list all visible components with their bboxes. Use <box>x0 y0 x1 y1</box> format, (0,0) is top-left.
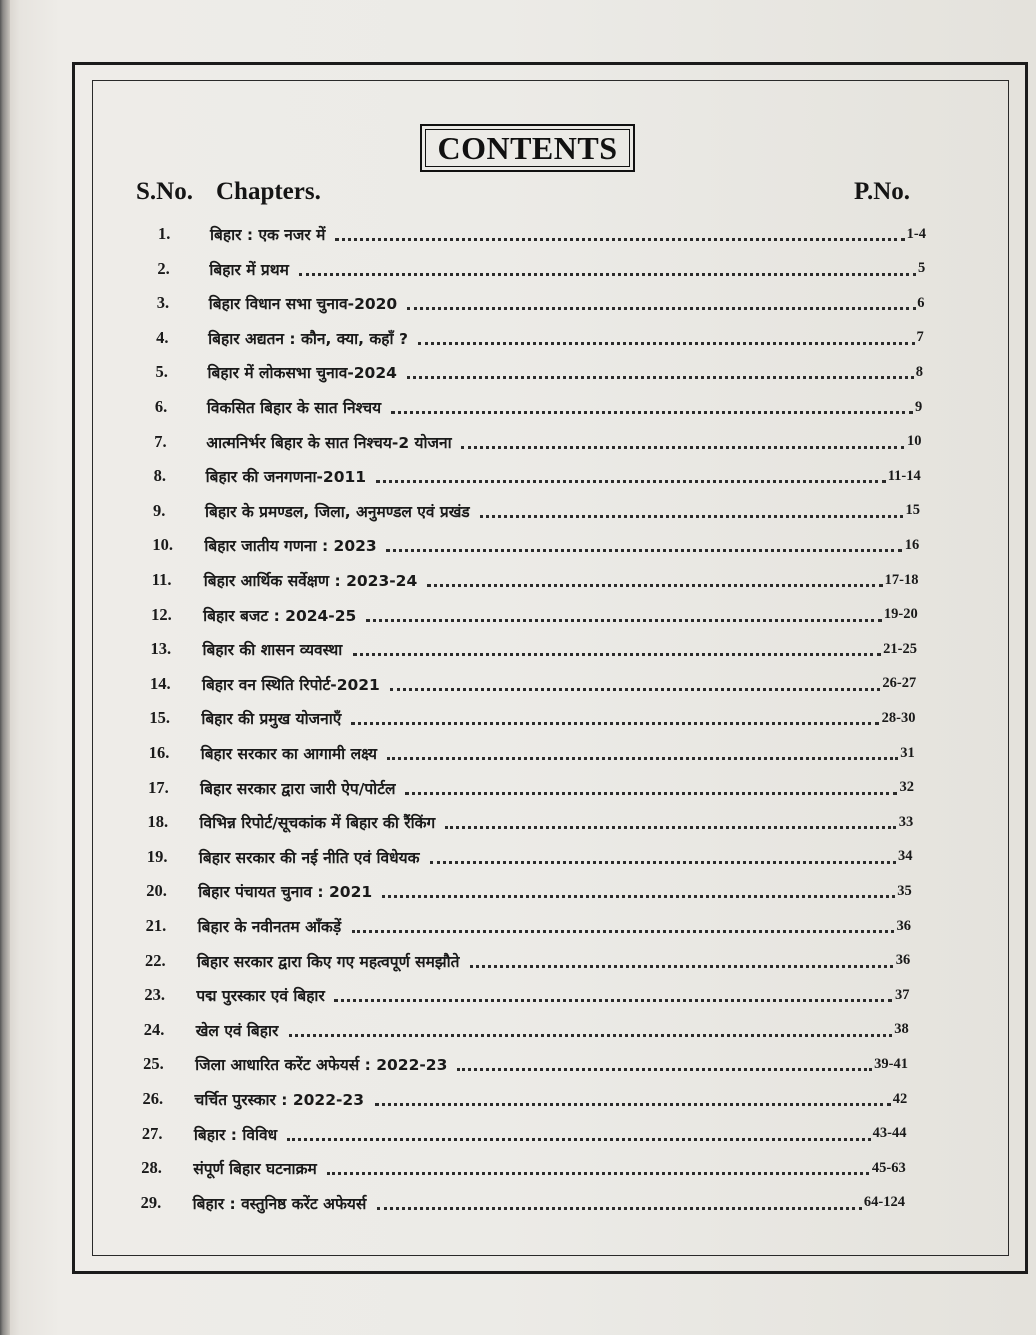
toc-entry <box>153 496 920 526</box>
toc-entry-title: चर्चित पुरस्कार : 2022-23 <box>194 1091 364 1109</box>
toc-entry-title: खेल एवं बिहार <box>195 1021 279 1040</box>
toc-entry-title: बिहार : वस्तुनिष्ठ करेंट अफेयर्स <box>192 1194 367 1213</box>
toc-entry <box>157 254 925 284</box>
toc-entry <box>155 392 922 422</box>
toc-entry-number: 22. <box>144 950 166 970</box>
toc-entry-number: 26. <box>142 1089 164 1108</box>
toc-entry-title: बिहार सरकार द्वारा किए गए महत्वपूर्ण समझौते <box>196 952 460 971</box>
toc-entry-number: 19. <box>146 846 168 866</box>
toc-entry-page: 36 <box>896 917 911 934</box>
sno-column-header: S.No. <box>136 178 193 205</box>
toc-entry <box>151 634 917 664</box>
toc-entry-title: विकसित बिहार के सात निश्चय <box>206 399 382 417</box>
toc-entry <box>152 530 919 560</box>
toc-leader-dots <box>480 515 903 518</box>
toc-entry <box>154 427 921 457</box>
toc-entry <box>141 1188 905 1218</box>
toc-entry-title: जिला आधारित करेंट अफेयर्स : 2022-23 <box>195 1056 448 1075</box>
toc-entry-number: 9. <box>153 500 166 520</box>
contents-heading: CONTENTS <box>425 129 630 167</box>
toc-entry-number: 17. <box>148 777 169 797</box>
toc-entry-number: 4. <box>156 327 169 347</box>
toc-entry-number: 21. <box>145 916 167 935</box>
toc-entry-page: 6 <box>917 294 925 311</box>
toc-entry-title: बिहार : विविध <box>193 1125 278 1144</box>
toc-leader-dots <box>352 930 894 933</box>
toc-entry-page: 64-124 <box>863 1194 905 1211</box>
toc-entry-number: 20. <box>146 881 167 901</box>
toc-leader-dots <box>327 1172 869 1175</box>
toc-entry-page: 39-41 <box>874 1055 908 1072</box>
toc-entry-page: 38 <box>894 1021 909 1038</box>
toc-entry-page: 15 <box>905 502 920 519</box>
toc-entry-page: 9 <box>914 398 923 415</box>
toc-entry <box>147 842 913 872</box>
toc-entry <box>156 323 924 353</box>
toc-entry-number: 23. <box>144 985 165 1005</box>
toc-leader-dots <box>353 653 881 656</box>
toc-entry-number: 24. <box>143 1019 165 1039</box>
toc-entry <box>149 703 915 733</box>
toc-entry <box>144 1015 909 1045</box>
toc-entry-page: 1-4 <box>906 225 926 242</box>
toc-entry <box>143 1049 908 1079</box>
toc-leader-dots <box>418 342 915 345</box>
toc-entry-title: बिहार पंचायत चुनाव : 2021 <box>198 883 373 902</box>
toc-entry-number: 11. <box>151 570 172 589</box>
pno-column-header: P.No. <box>854 178 911 205</box>
toc-entry-number: 29. <box>140 1192 162 1212</box>
toc-leader-dots <box>351 722 879 725</box>
toc-entry-page: 17-18 <box>884 571 919 588</box>
toc-entry-page: 32 <box>899 779 914 796</box>
toc-leader-dots <box>335 238 905 241</box>
toc-leader-dots <box>407 307 916 310</box>
toc-entry-page: 5 <box>917 260 926 277</box>
toc-entry-page: 28-30 <box>881 709 916 726</box>
toc-entry-title: बिहार : एक नजर में <box>210 226 326 244</box>
toc-leader-dots <box>366 619 882 622</box>
toc-leader-dots <box>391 411 913 414</box>
toc-leader-dots <box>375 1103 891 1106</box>
toc-entry-page: 31 <box>900 744 915 761</box>
toc-entry-page: 33 <box>898 813 914 830</box>
toc-entry-title: बिहार बजट : 2024-25 <box>203 606 357 625</box>
toc-entry-number: 10. <box>152 535 174 555</box>
toc-entry-title: बिहार के प्रमण्डल, जिला, अनुमण्डल एवं प्रखंड <box>205 502 470 521</box>
toc-entry-title: बिहार वन स्थिति रिपोर्ट-2021 <box>201 675 380 694</box>
toc-entry-page: 26-27 <box>882 675 917 692</box>
toc-leader-dots <box>427 584 883 587</box>
toc-entry-number: 8. <box>153 466 167 486</box>
toc-entry-page: 34 <box>897 848 913 865</box>
toc-entry-number: 18. <box>147 812 169 832</box>
toc-entry-title: बिहार विधान सभा चुनाव-2020 <box>208 295 398 314</box>
toc-entry-title: बिहार की जनगणना-2011 <box>205 468 367 487</box>
toc-entry-number: 27. <box>141 1123 163 1143</box>
toc-entry-page: 16 <box>904 536 920 553</box>
toc-leader-dots <box>287 1138 871 1141</box>
toc-entry-number: 2. <box>157 258 170 278</box>
toc-entry <box>156 357 923 387</box>
toc-entry-page: 10 <box>906 433 922 450</box>
toc-entry-number: 7. <box>154 431 167 451</box>
toc-leader-dots <box>470 965 893 968</box>
toc-leader-dots <box>407 376 914 379</box>
toc-entry-number: 12. <box>151 604 172 624</box>
toc-entry-title: बिहार की शासन व्यवस्था <box>202 641 343 660</box>
toc-entry-page: 42 <box>892 1090 908 1107</box>
toc-entry-title: बिहार जातीय गणना : 2023 <box>204 537 377 556</box>
toc-entry <box>143 1084 908 1114</box>
toc-entry-title: आत्मनिर्भर बिहार के सात निश्चय-2 योजना <box>206 433 452 452</box>
toc-entry-page: 11-14 <box>887 467 921 484</box>
page-left-edge <box>0 0 10 1335</box>
toc-entry <box>146 911 911 941</box>
toc-leader-dots <box>386 549 902 552</box>
toc-entry-page: 43-44 <box>872 1125 907 1142</box>
toc-entry <box>157 288 925 318</box>
toc-entry-number: 1. <box>158 224 171 243</box>
toc-entry <box>144 980 909 1010</box>
toc-entry-title: बिहार के नवीनतम आँकड़ें <box>197 918 342 936</box>
toc-leader-dots <box>457 1068 872 1071</box>
toc-entry-number: 28. <box>141 1158 162 1178</box>
toc-leader-dots <box>461 446 904 449</box>
toc-entry-page: 45-63 <box>871 1159 906 1176</box>
toc-entry <box>152 565 919 595</box>
toc-entry-title: संपूर्ण बिहार घटनाक्रम <box>193 1160 317 1179</box>
toc-entry-page: 8 <box>915 363 923 380</box>
toc-entry-number: 25. <box>143 1054 164 1074</box>
toc-entry-title: बिहार आर्थिक सर्वेक्षण : 2023-24 <box>203 572 418 590</box>
toc-entry-number: 15. <box>149 708 170 728</box>
toc-leader-dots <box>430 861 896 864</box>
toc-entry-title: बिहार सरकार की नई नीति एवं विधेयक <box>198 848 420 867</box>
toc-entry <box>149 738 915 768</box>
toc-entry-page: 35 <box>897 882 912 899</box>
toc-leader-dots <box>334 999 892 1002</box>
toc-entry-number: 14. <box>149 673 171 693</box>
toc-leader-dots <box>390 688 880 691</box>
toc-entry-page: 21-25 <box>883 640 917 657</box>
toc-leader-dots <box>445 826 896 829</box>
toc-entry <box>151 600 918 630</box>
toc-leader-dots <box>299 273 916 276</box>
toc-leader-dots <box>382 895 895 898</box>
toc-entry-title: बिहार में लोकसभा चुनाव-2024 <box>207 364 397 383</box>
toc-entry-number: 3. <box>156 293 170 313</box>
toc-entry-title: बिहार सरकार का आगामी लक्ष्य <box>200 745 377 763</box>
chapters-column-header: Chapters. <box>216 178 321 205</box>
toc-entry <box>158 219 926 249</box>
toc-leader-dots <box>376 480 886 483</box>
toc-entry-title: बिहार में प्रथम <box>209 260 289 279</box>
toc-entry-title: बिहार सरकार द्वारा जारी ऐप/पोर्टल <box>200 779 396 798</box>
toc-entry <box>150 669 916 699</box>
toc-entry-number: 13. <box>150 639 172 659</box>
toc-entry <box>146 876 912 906</box>
toc-leader-dots <box>289 1034 892 1037</box>
toc-entry <box>148 773 914 803</box>
toc-entry <box>141 1153 905 1183</box>
toc-entry-page: 7 <box>916 329 924 346</box>
toc-entry-title: बिहार अद्यतन : कौन, क्या, कहाँ ? <box>208 329 408 348</box>
toc-entry-title: पद्म पुरस्कार एवं बिहार <box>196 987 325 1006</box>
toc-leader-dots <box>377 1207 862 1210</box>
toc-entry-page: 37 <box>894 986 910 1003</box>
toc-leader-dots <box>405 792 897 795</box>
toc-entry-number: 16. <box>148 743 170 762</box>
toc-entry <box>142 1119 907 1149</box>
toc-entry <box>154 461 921 491</box>
toc-entry-number: 5. <box>155 362 168 382</box>
toc-entry-title: विभिन्न रिपोर्ट/सूचकांक में बिहार की रैंकिंग <box>199 814 436 833</box>
toc-entry-page: 36 <box>895 952 911 969</box>
toc-entry <box>147 807 913 837</box>
toc-entry-title: बिहार की प्रमुख योजनाएँ <box>201 710 342 729</box>
toc-entry-number: 6. <box>154 397 168 416</box>
toc-entry <box>145 946 910 976</box>
toc-leader-dots <box>387 757 898 760</box>
toc-entry-page: 19-20 <box>883 606 918 623</box>
contents-heading-box <box>420 124 635 172</box>
